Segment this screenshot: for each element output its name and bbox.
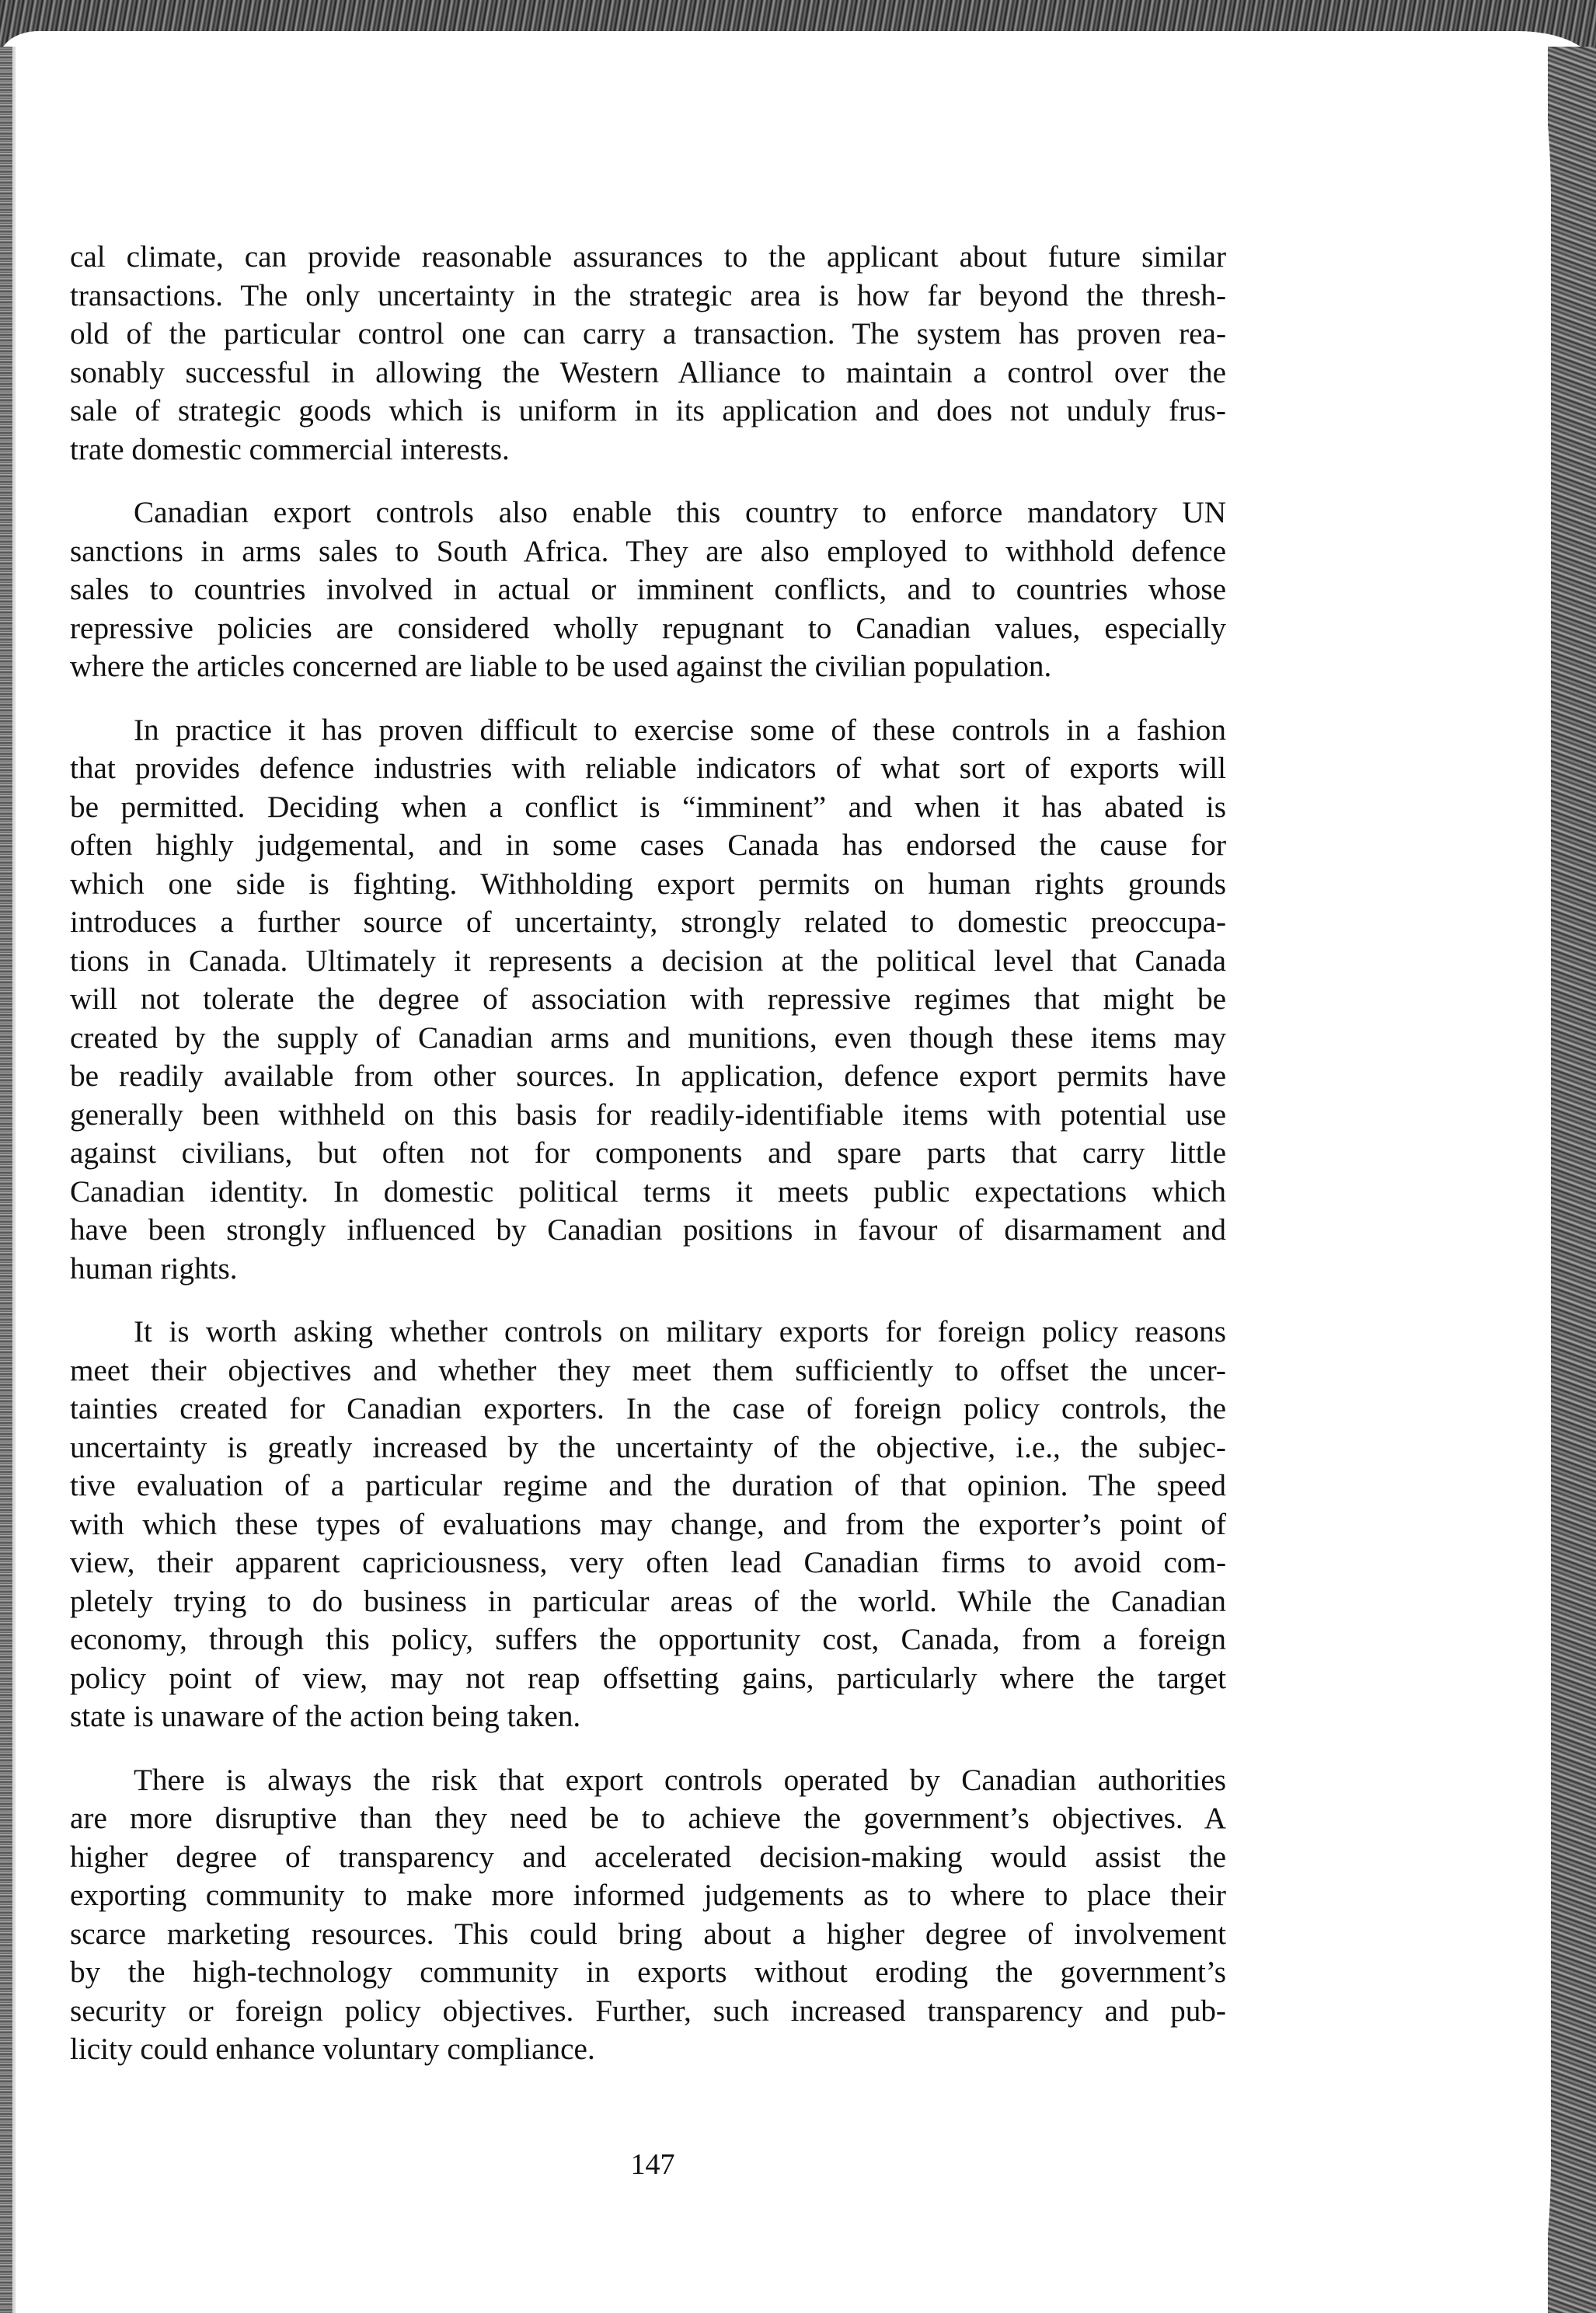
scan-edge-left	[0, 47, 12, 2313]
text-line: sales to countries involved in actual or imminent conflicts, and to countries whose	[70, 573, 1226, 606]
paragraph	[70, 238, 1226, 469]
text-line: It is worth asking whether controls on military exports for foreign policy reasons	[134, 1315, 1226, 1348]
paragraph	[70, 711, 1226, 1289]
text-line: sale of strategic goods which is uniform in its application and does not unduly frus-	[70, 394, 1226, 427]
text-line: by the high-technology community in exports without eroding the government’s	[70, 1955, 1226, 1989]
text-line: be permitted. Deciding when a conflict is “imminent” and when it has abated is	[70, 790, 1226, 824]
text-line: sonably successful in allowing the Western Alliance to maintain a control over the	[70, 355, 1226, 389]
text-line: licity could enhance voluntary compliance.	[70, 2032, 595, 2066]
text-line: sanctions in arms sales to South Africa. They are also employed to withhold defence	[70, 534, 1226, 568]
text-line: tainties created for Canadian exporters. In the case of foreign policy controls, the	[70, 1392, 1226, 1425]
text-line: exporting community to make more informed judgements as to where to place their	[70, 1879, 1226, 1912]
text-line: transactions. The only uncertainty in the strategic area is how far beyond the thresh-	[70, 278, 1226, 312]
text-line: repressive policies are considered wholly repugnant to Canadian values, especially	[70, 611, 1226, 645]
scan-edge-left-inner	[12, 47, 16, 2313]
text-line: pletely trying to do business in particular areas of the world. While the Canadian	[70, 1584, 1226, 1618]
text-line: Canadian identity. In domestic political terms it meets public expectations which	[70, 1174, 1226, 1209]
page-number: 147	[630, 2148, 675, 2181]
text-line: introduces a further source of uncertainty, strongly related to domestic preoccupa-	[70, 905, 1226, 939]
text-line: scarce marketing resources. This could bring about a higher degree of involvement	[70, 1917, 1226, 1951]
text-line: trate domestic commercial interests.	[70, 432, 510, 466]
text-line: human rights.	[70, 1251, 238, 1286]
text-line: tive evaluation of a particular regime and the duration of that opinion. The speed	[70, 1469, 1226, 1502]
text-line: with which these types of evaluations may change, and from the exporter’s point of	[70, 1507, 1226, 1541]
text-line: old of the particular control one can carry a transaction. The system has proven rea-	[70, 317, 1226, 351]
text-line: higher degree of transparency and accelerated decision-making would assist the	[70, 1840, 1226, 1874]
text-line: state is unaware of the action being taken.	[70, 1700, 581, 1733]
text-line: In practice it has proven difficult to exercise some of these controls in a fashion	[134, 713, 1226, 747]
scan-edge-right	[1548, 47, 1596, 2313]
text-line: policy point of view, may not reap offsetting gains, particularly where the target	[70, 1661, 1226, 1695]
text-line: often highly judgemental, and in some cases Canada has endorsed the cause for	[70, 829, 1226, 862]
text-line: are more disruptive than they need be to achieve the government’s objectives. A	[70, 1802, 1226, 1835]
text-line: where the articles concerned are liable to be used against the civilian population.	[70, 650, 1052, 683]
text-line: which one side is fighting. Withholding export permits on human rights grounds	[70, 867, 1226, 901]
text-line: uncertainty is greatly increased by the uncertainty of the objective, i.e., the subjec-	[70, 1430, 1226, 1464]
text-line: against civilians, but often not for components and spare parts that carry little	[70, 1136, 1226, 1170]
text-line: that provides defence industries with reliable indicators of what sort of exports will	[70, 752, 1226, 785]
text-line: There is always the risk that export controls operated by Canadian authorities	[134, 1763, 1226, 1797]
text-line: will not tolerate the degree of association with repressive regimes that might be	[70, 982, 1226, 1016]
text-line: economy, through this policy, suffers the opportunity cost, Canada, from a foreign	[70, 1623, 1226, 1656]
text-line: security or foreign policy objectives. Further, such increased transparency and pub-	[70, 1994, 1226, 2028]
paragraph	[70, 494, 1226, 686]
paragraph	[70, 1761, 1226, 2069]
text-line: cal climate, can provide reasonable assurances to the applicant about future similar	[70, 240, 1226, 274]
text-line: tions in Canada. Ultimately it represents a decision at the political level that Canada	[70, 944, 1226, 978]
text-line: have been strongly influenced by Canadian positions in favour of disarmament and	[70, 1213, 1226, 1247]
text-line: Canadian export controls also enable this country to enforce mandatory UN	[134, 496, 1226, 529]
text-line: be readily available from other sources. In application, defence export permits have	[70, 1059, 1226, 1093]
text-line: generally been withheld on this basis for readily-identifiable items with potential use	[70, 1097, 1226, 1132]
text-line: meet their objectives and whether they meet them sufficiently to offset the uncer-	[70, 1353, 1226, 1387]
page-top-curve	[0, 31, 1596, 70]
page-right-curve	[1528, 47, 1551, 2313]
text-line: view, their apparent capriciousness, very often lead Canadian firms to avoid com-	[70, 1546, 1226, 1579]
text-line: created by the supply of Canadian arms and munitions, even though these items may	[70, 1020, 1226, 1055]
paragraph	[70, 1313, 1226, 1736]
body-text	[70, 238, 1226, 2094]
